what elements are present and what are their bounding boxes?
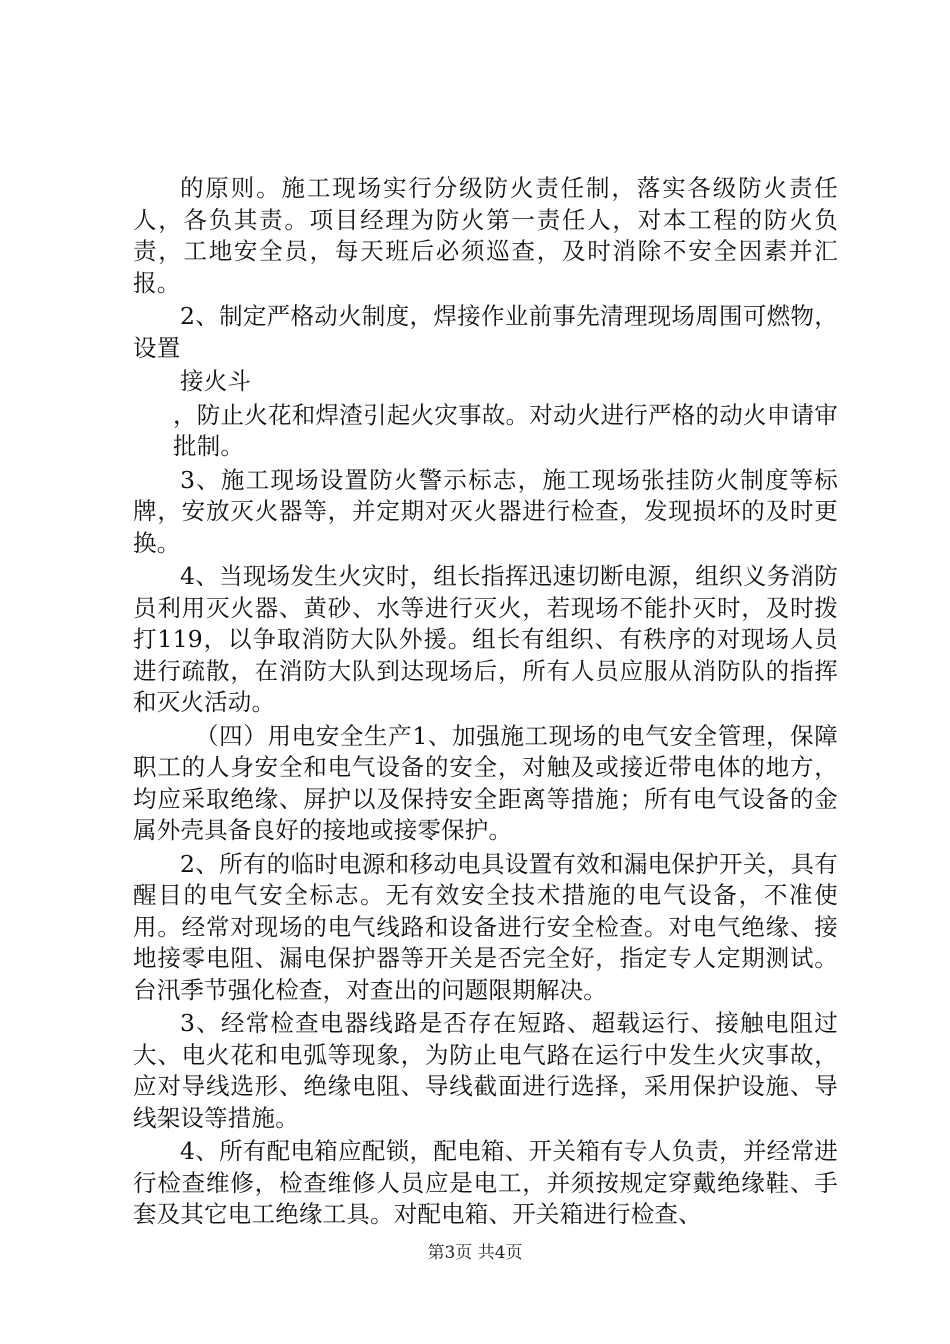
paragraph-circuit-inspection: 3、经常检查电器线路是否存在短路、超载运行、接触电阻过大、电火花和电弧等现象，为防止电气路在运行中发生火灾事故，应对导线选形、绝缘电阻、导线截面进行选择，采用保护设施、导线架设等措施。	[133, 1009, 838, 1132]
paragraph-hot-work-system: 2、制定严格动火制度，焊接作业前事先清理现场周围可燃物，设置	[133, 302, 838, 362]
paragraph-prevent-sparks: ，防止火花和焊渣引起火灾事故。对动火进行严格的动火申请审批制。	[173, 400, 838, 460]
paragraph-fire-signs: 3、施工现场设置防火警示标志，施工现场张挂防火制度等标牌，安放灭火器等，并定期对灭火器进行检查，发现损坏的及时更换。	[133, 465, 838, 557]
page-footer	[0, 1242, 950, 1264]
document-body	[133, 173, 838, 1233]
paragraph-distribution-boxes: 4、所有配电箱应配锁，配电箱、开关箱有专人负责，并经常进行检查维修，检查维修人员应是电工，并须按规定穿戴绝缘鞋、手套及其它电工绝缘工具。对配电箱、开关箱进行检查、	[133, 1137, 838, 1228]
paragraph-electrical-safety: （四）用电安全生产1、加强施工现场的电气安全管理，保障职工的人身安全和电气设备的安全，对触及或接近带电体的地方，均应采取绝缘、屏护以及保持安全距离等措施；所有电气设备的金属外壳具备良好的接地或接零保护。	[133, 721, 838, 844]
paragraph-fire-responsibility: 的原则。施工现场实行分级防火责任制，落实各级防火责任人，各负其责。项目经理为防火第一责任人，对本工程的防火负责，工地安全员，每天班后必须巡查，及时消除不安全因素并汇报。	[133, 174, 838, 297]
paragraph-fire-emergency: 4、当现场发生火灾时，组长指挥迅速切断电源，组织义务消防员利用灭火器、黄砂、水等进行灭火，若现场不能扑灭时，及时拨打119，以争取消防大队外援。组长有组织、有秩序的对现场人员进行疏散，在消防大队到达现场后，所有人员应服从消防队的指挥和灭火活动。	[133, 562, 838, 716]
page-number-label: 第3页 共4页	[427, 1243, 523, 1263]
paragraph-fire-bucket: 接火斗	[180, 367, 252, 395]
paragraph-leakage-protection: 2、所有的临时电源和移动电具设置有效和漏电保护开关，具有醒目的电气安全标志。无有效安全技术措施的电气设备，不准使用。经常对现场的电气线路和设备进行安全检查。对电气绝缘、接地接零电阻、漏电保护器等开关是否完全好，指定专人定期测试。台汛季节强化检查，对查出的问题限期解决。	[133, 849, 838, 1004]
